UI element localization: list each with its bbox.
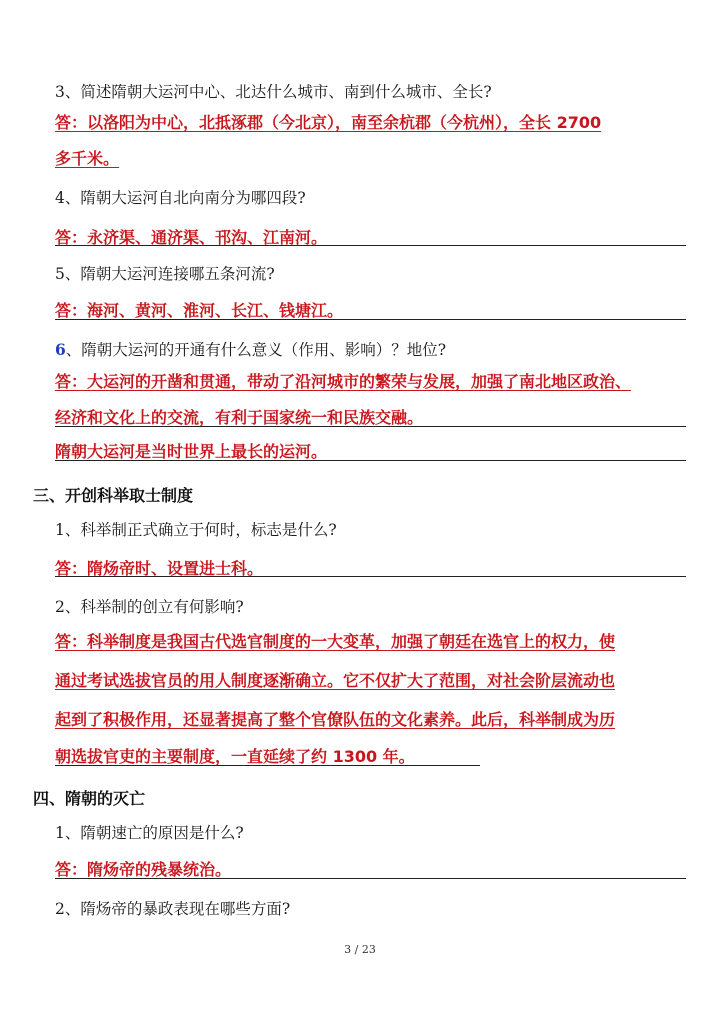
- answer-6-line-1-text: 答：大运河的开凿和贯通，带动了沿河城市的繁荣与发展，加强了南北地区政治、: [55, 372, 632, 391]
- section-4-question-2: 2、隋炀帝的暴政表现在哪些方面?: [55, 900, 291, 918]
- section-3-answer-2-line-2-text: 通过考试选拔官员的用人制度逐渐确立。它不仅扩大了范围，对社会阶层流动也: [55, 671, 616, 690]
- answer-3-line-1-text: 答：以洛阳为中心，北抵涿郡（今北京），南至余杭郡（今杭州），全长 2700: [55, 113, 602, 132]
- question-6: [55, 338, 446, 360]
- answer-4-rule: [55, 245, 686, 246]
- section-3-answer-2-line-2: [55, 668, 615, 691]
- answer-3-line-2: [55, 146, 119, 169]
- answer-4: 答：永济渠、通济渠、邗沟、江南河。: [55, 228, 328, 247]
- question-6-number: 6: [55, 340, 66, 359]
- question-4: 4、隋朝大运河自北向南分为哪四段?: [55, 189, 306, 207]
- question-6-text: 、隋朝大运河的开通有什么意义（作用、影响）？地位?: [65, 341, 447, 359]
- question-3: 3、简述隋朝大运河中心、北达什么城市、南到什么城市、全长?: [55, 83, 492, 101]
- section-4-question-1: 1、隋朝速亡的原因是什么?: [55, 824, 244, 842]
- answer-3-line-1: [55, 110, 601, 133]
- section-3-question-1: 1、科举制正式确立于何时，标志是什么?: [55, 521, 337, 539]
- section-4-heading: 四、隋朝的灭亡: [33, 789, 146, 808]
- answer-5-rule: [55, 319, 686, 320]
- answer-5: 答：海河、黄河、淮河、长江、钱塘江。: [55, 301, 344, 320]
- answer-3-line-2-text: 多千米。: [55, 149, 120, 168]
- section-3-answer-2-line-4: 朝选拔官吏的主要制度，一直延续了约 1300 年。: [55, 747, 415, 766]
- page-number: 3 / 23: [344, 943, 376, 956]
- section-3-answer-2-line-3: [55, 707, 615, 730]
- section-4-answer-1: 答：隋炀帝的残暴统治。: [55, 860, 232, 879]
- section-4-answer-1-rule: [55, 878, 686, 879]
- answer-6-line-2: 经济和文化上的交流，有利于国家统一和民族交融。: [55, 408, 424, 427]
- section-3-answer-2-line-1: [55, 629, 615, 652]
- answer-6-line-3-rule: [55, 460, 686, 461]
- section-3-answer-2-line-3-text: 起到了积极作用，还显著提高了整个官僚队伍的文化素养。此后，科举制成为历: [55, 710, 616, 729]
- section-3-answer-1-rule: [55, 576, 686, 577]
- section-3-answer-1: 答：隋炀帝时、设置进士科。: [55, 559, 264, 578]
- answer-6-line-2-rule: [55, 426, 686, 427]
- section-3-answer-2-line-4-rule: [55, 765, 480, 766]
- section-3-question-2: 2、科举制的创立有何影响?: [55, 598, 244, 616]
- section-3-heading: 三、开创科举取士制度: [33, 486, 194, 505]
- answer-6-line-1: [55, 369, 631, 392]
- section-3-answer-2-line-1-text: 答：科举制度是我国古代选官制度的一大变革，加强了朝廷在选官上的权力，使: [55, 632, 616, 651]
- question-5: 5、隋朝大运河连接哪五条河流?: [55, 265, 275, 283]
- answer-6-line-3: 隋朝大运河是当时世界上最长的运河。: [55, 442, 328, 461]
